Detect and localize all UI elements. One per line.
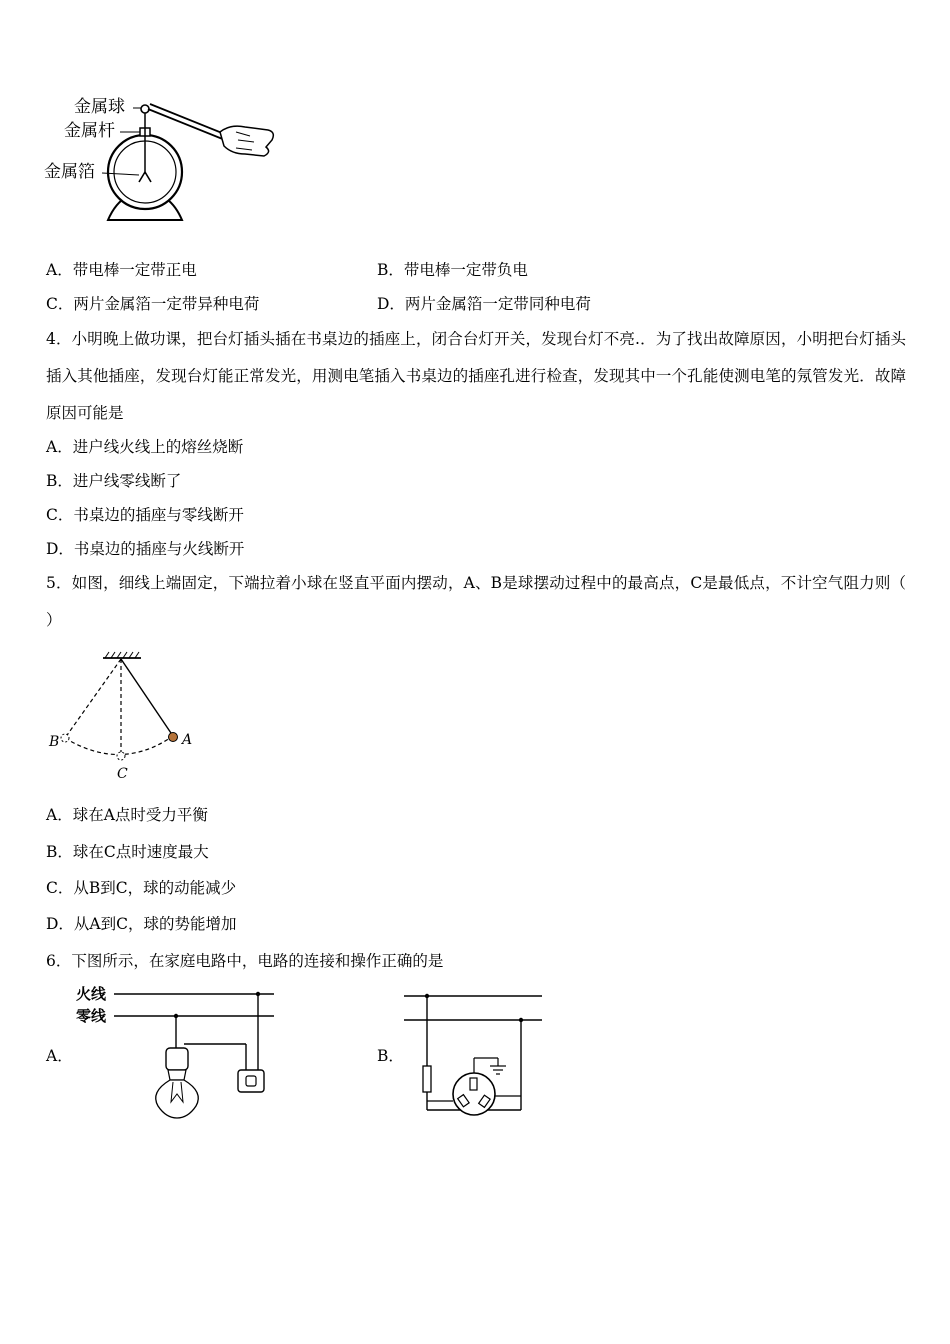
q5-option-c: C．从B到C，球的动能减少 [46, 879, 237, 897]
q3-option-b: B．带电棒一定带负电 [377, 261, 528, 279]
q6-option-a-letter: A． [46, 1047, 73, 1065]
pendulum-label-c: C [117, 766, 128, 782]
q5-option-d: D．从A到C，球的势能增加 [46, 915, 237, 933]
circuit-a-drawing [76, 982, 286, 1127]
q3-option-d: D．两片金属箔一定带同种电荷 [377, 295, 591, 313]
q6-circuit-b [400, 986, 550, 1126]
q3-option-c: C．两片金属箔一定带异种电荷 [46, 295, 260, 313]
q4-option-a: A．进户线火线上的熔丝烧断 [46, 438, 244, 456]
label-neutral-wire: 零线 [76, 1007, 107, 1025]
pendulum-label-a: A [182, 732, 193, 748]
label-metal-ball: 金属球 [74, 97, 125, 117]
pendulum-label-b: B [49, 734, 60, 750]
q5-option-b: B．球在C点时速度最大 [46, 843, 209, 861]
q5-stem: 5．如图，细线上端固定，下端拉着小球在竖直平面内摆动，A、B是球摆动过程中的最高点，C是最低点，不计空气阻力则（ ） [46, 574, 906, 629]
label-metal-rod: 金属杆 [64, 121, 115, 141]
circuit-b-drawing [400, 986, 550, 1126]
q5-pendulum-figure [45, 650, 205, 785]
q3-figure [40, 92, 280, 227]
q3-option-a: A．带电棒一定带正电 [46, 261, 197, 279]
q6-stem: 6．下图所示，在家庭电路中，电路的连接和操作正确的是 [46, 952, 444, 970]
q4-option-c: C．书桌边的插座与零线断开 [46, 506, 244, 524]
q4-option-d: D．书桌边的插座与火线断开 [46, 540, 245, 558]
q4-stem: 4．小明晚上做功课，把台灯插头插在书桌边的插座上，闭合台灯开关，发现台灯不亮.．为了找出故障原因，小明把台灯插头插入其他插座，发现台灯能正常发光，用测电笔插入书桌边的插座孔进行检查，发现其中一个孔能使测电笔的氖管发光．故障原因可能是 [46, 330, 906, 422]
q4-option-b: B．进户线零线断了 [46, 472, 182, 490]
q6-circuit-a [76, 982, 286, 1127]
pendulum-drawing [45, 650, 205, 785]
label-live-wire: 火线 [76, 985, 107, 1003]
label-metal-foil: 金属箔 [44, 162, 95, 182]
q5-option-a: A．球在A点时受力平衡 [46, 806, 208, 824]
q6-option-b-letter: B． [377, 1047, 404, 1065]
